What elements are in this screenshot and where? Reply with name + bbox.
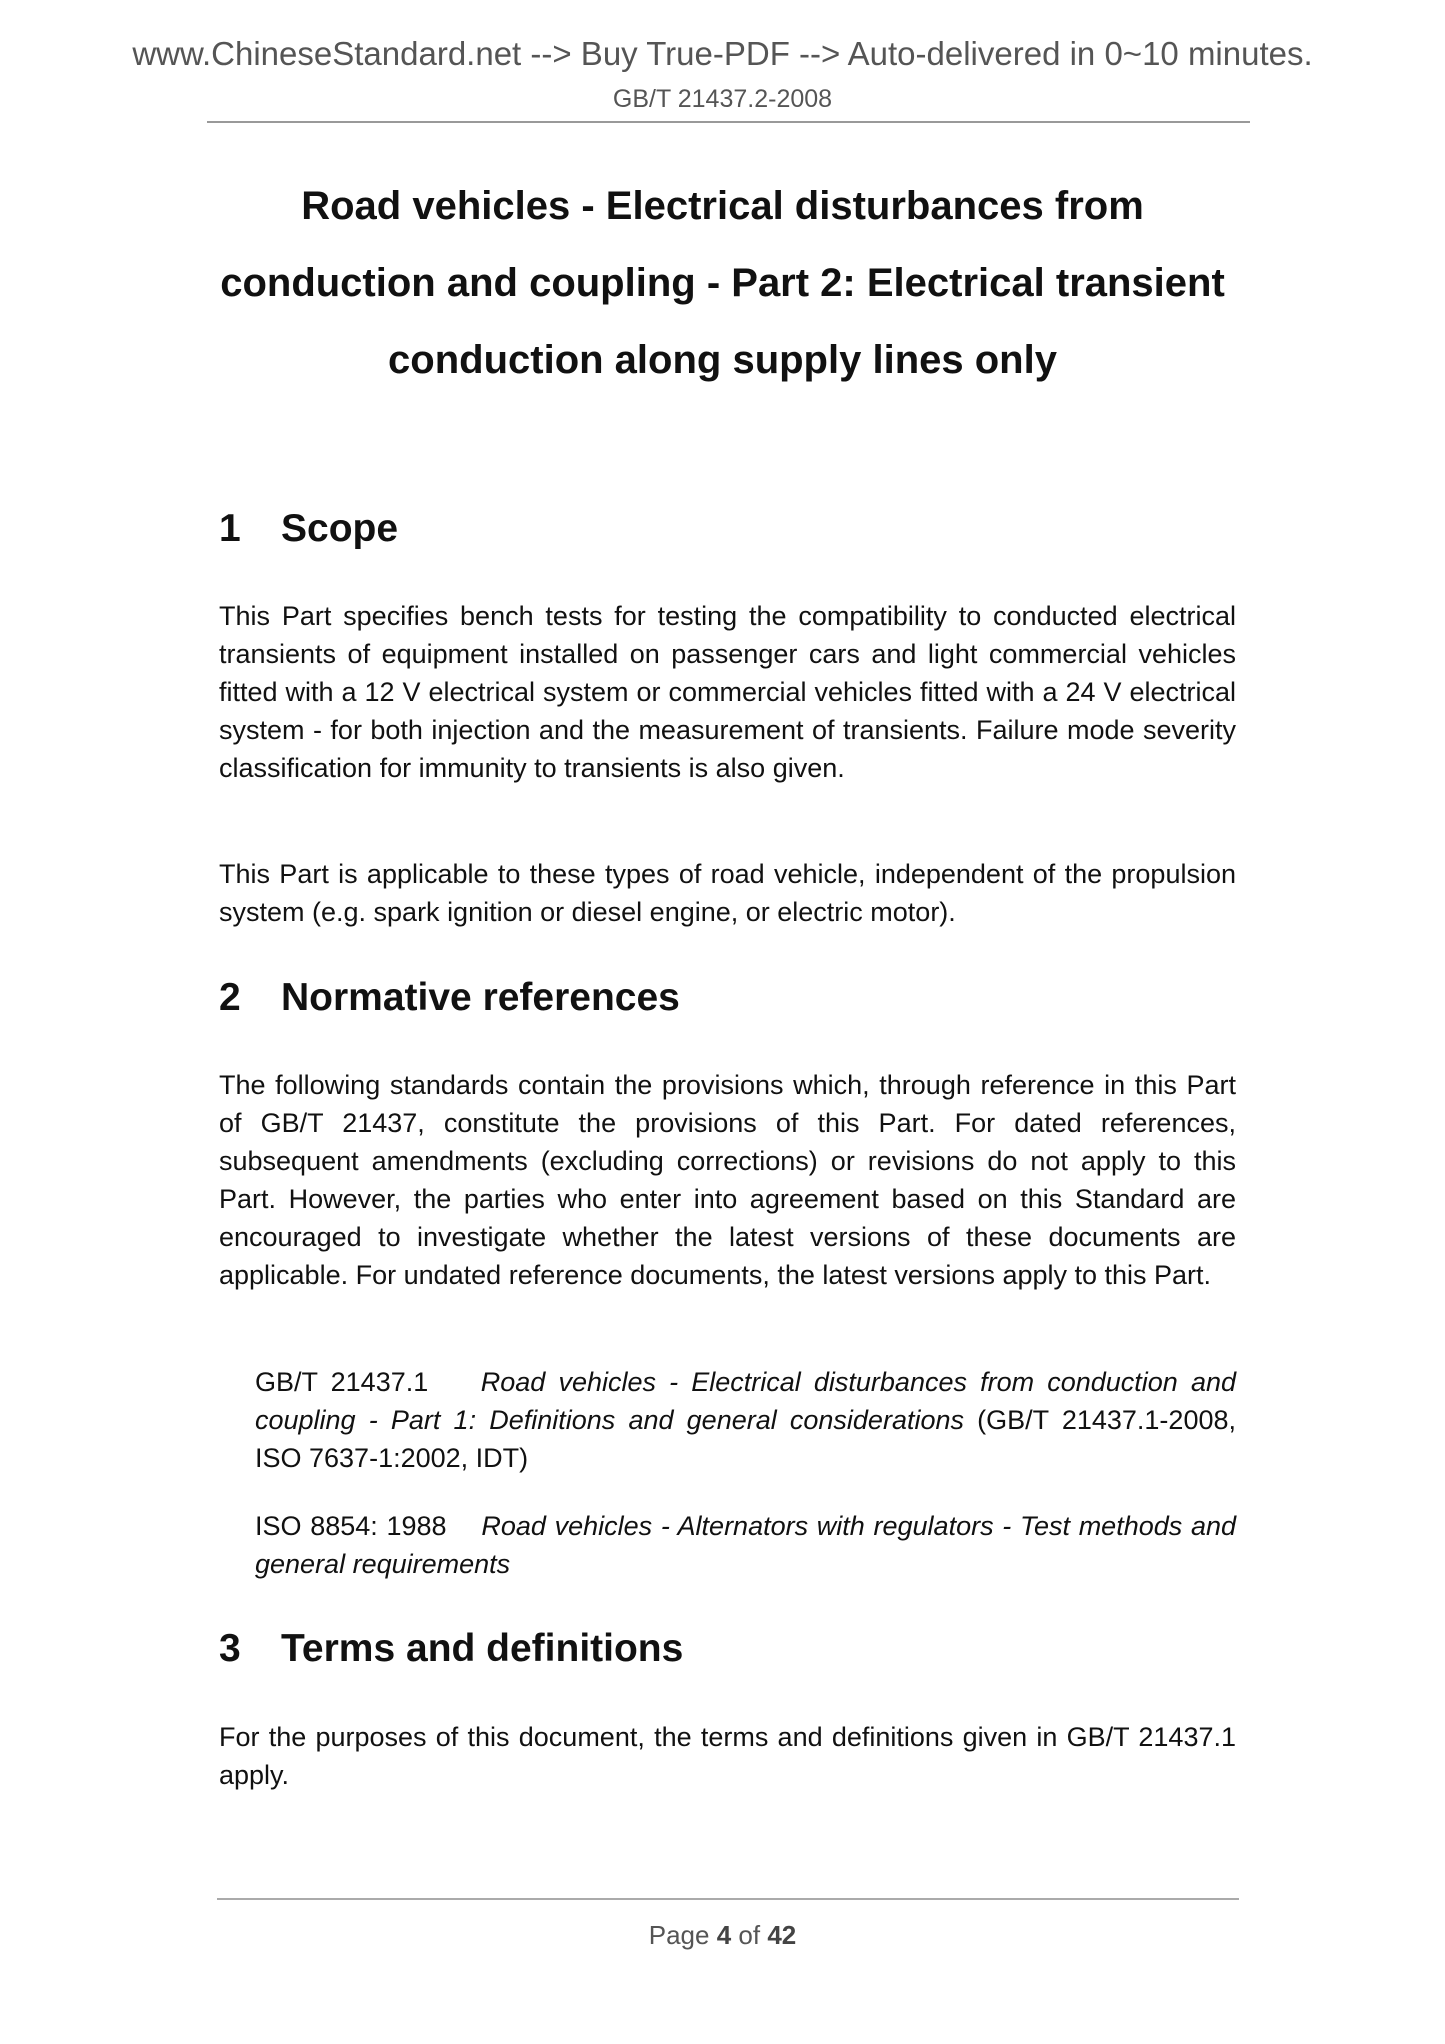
footer-divider [217, 1898, 1239, 1900]
section-heading-normative-references: 2 Normative references [219, 976, 680, 1019]
reference-item: GB/T 21437.1 Road vehicles - Electrical disturbances from conduction and coupling - Part 1: Definitions and general considerations (GB/T 21437.1-2008, ISO 7637-1:2002, IDT) [255, 1367, 1236, 1473]
reference-item: ISO 8854: 1988 Road vehicles - Alternators with regulators - Test methods and general requirements [255, 1511, 1236, 1579]
paragraph: This Part specifies bench tests for testing the compatibility to conducted electrical transients of equipment installed on passenger cars and light commercial vehicles fitted with a 12 V electrical system or commercial vehicles fitted with a 24 V electrical system - for both injection and the measurement of transients. Failure mode severity classification for immunity to transients is also given. [219, 601, 1236, 783]
paragraph: The following standards contain the provisions which, through reference in this Part of GB/T 21437, constitute the provisions of this Part. For dated references, subsequent amendments (excluding corrections) or revisions do not apply to this Part. However, the parties who enter into agreement based on this Standard are encouraged to investigate whether the latest versions of these documents are applicable. For undated reference documents, the latest versions apply to this Part. [219, 1070, 1236, 1290]
document-id: GB/T 21437.2-2008 [612, 85, 833, 113]
section-heading-terms-definitions: 3 Terms and definitions [219, 1627, 684, 1670]
paragraph: For the purposes of this document, the terms and definitions given in GB/T 21437.1 apply. [219, 1722, 1236, 1790]
document-title [200, 168, 1245, 399]
title-line: conduction and coupling - Part 2: Electrical transient [220, 261, 1225, 305]
page-number: Page 4 of 42 [648, 1920, 797, 1950]
title-line: Road vehicles - Electrical disturbances from [301, 184, 1144, 228]
section-heading-scope: 1 Scope [219, 507, 399, 550]
watermark-header[interactable]: www.ChineseStandard.net --> Buy True-PDF --> Auto-delivered in 0~10 minutes. [132, 35, 1313, 72]
header-divider [207, 121, 1250, 123]
paragraph: This Part is applicable to these types of road vehicle, independent of the propulsion system (e.g. spark ignition or diesel engine, or electric motor). [219, 859, 1236, 927]
title-line: conduction along supply lines only [388, 338, 1057, 382]
